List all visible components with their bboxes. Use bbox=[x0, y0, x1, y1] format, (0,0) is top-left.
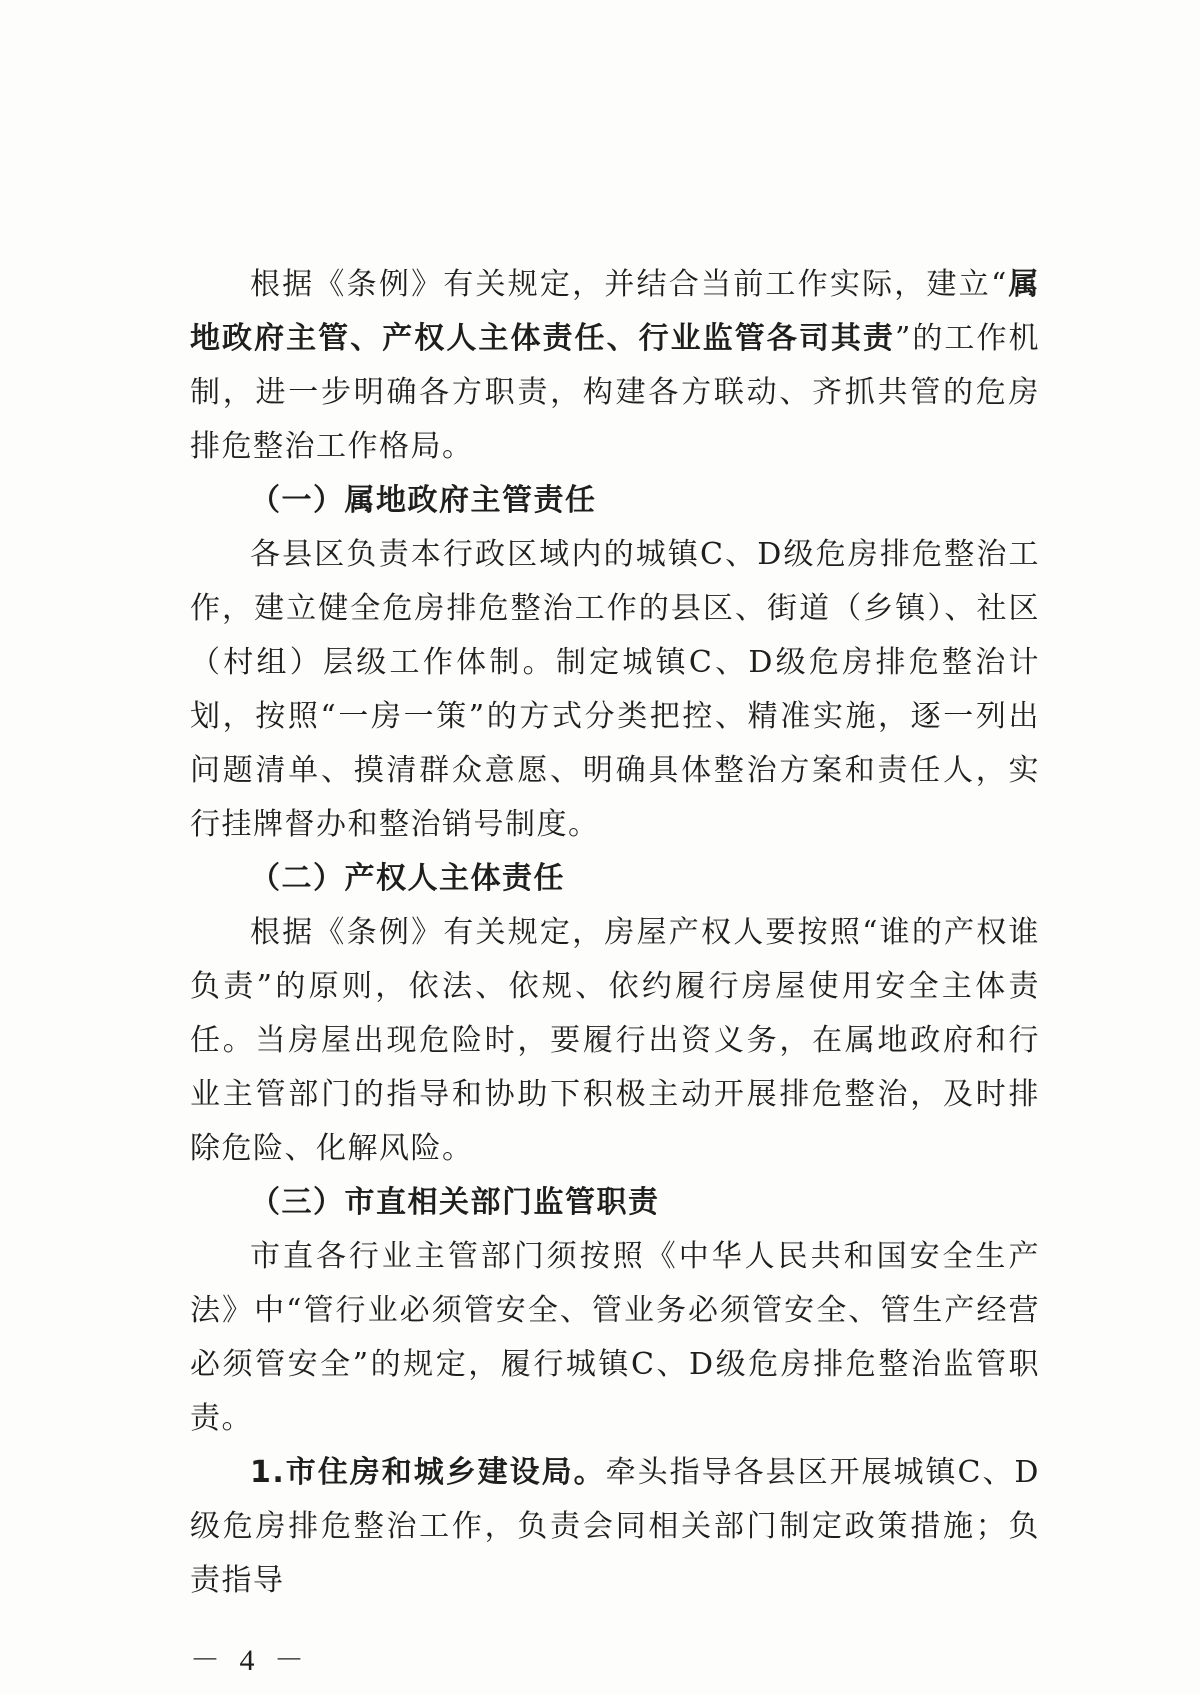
document-body bbox=[190, 258, 1040, 1608]
section-3-body: 市直各行业主管部门须按照《中华人民共和国安全生产法》中“管行业必须管安全、管业务必须管安全、管生产经营必须管安全”的规定，履行城镇C、D级危房排危整治监管职责。 bbox=[190, 1239, 1040, 1436]
section-1-body: 各县区负责本行政区域内的城镇C、D级危房排危整治工作，建立健全危房排危整治工作的县区、街道（乡镇）、社区（村组）层级工作体制。制定城镇C、D级危房排危整治计划，按照“一房一策”的方式分类把控、精准实施，逐一列出问题清单、摸清群众意愿、明确具体整治方案和责任人，实行挂牌督办和整治销号制度。 bbox=[190, 537, 1040, 842]
intro-text-part1: 根据《条例》有关规定，并结合当前工作实际，建立“ bbox=[250, 267, 1008, 302]
intro-bold-text: 属地政府主管、产权人主体责任、行业监管各司其责 bbox=[190, 267, 1040, 356]
intro-text-part2: ”的工作机制，进一步明确各方职责，构建各方联动、齐抓共管的危房排危整治工作格局。 bbox=[190, 321, 1040, 464]
item-1-text: 牵头指导各县区开展城镇C、D级危房排危整治工作，负责会同相关部门制定政策措施；负责指导 bbox=[190, 1455, 1040, 1598]
item-1-title: 1.市住房和城乡建设局。 bbox=[250, 1455, 606, 1490]
section-3-heading: （三）市直相关部门监管职责 bbox=[250, 1185, 660, 1220]
page-number: － 4 － bbox=[190, 1644, 310, 1677]
section-1-heading: （一）属地政府主管责任 bbox=[250, 483, 597, 518]
section-2-heading: （二）产权人主体责任 bbox=[250, 861, 565, 896]
item-1-paragraph bbox=[190, 1446, 1040, 1608]
section-2-body: 根据《条例》有关规定，房屋产权人要按照“谁的产权谁负责”的原则，依法、依规、依约履行房屋使用安全主体责任。当房屋出现危险时，要履行出资义务，在属地政府和行业主管部门的指导和协助下积极主动开展排危整治，及时排除危险、化解风险。 bbox=[190, 915, 1040, 1166]
intro-paragraph bbox=[190, 258, 1040, 474]
